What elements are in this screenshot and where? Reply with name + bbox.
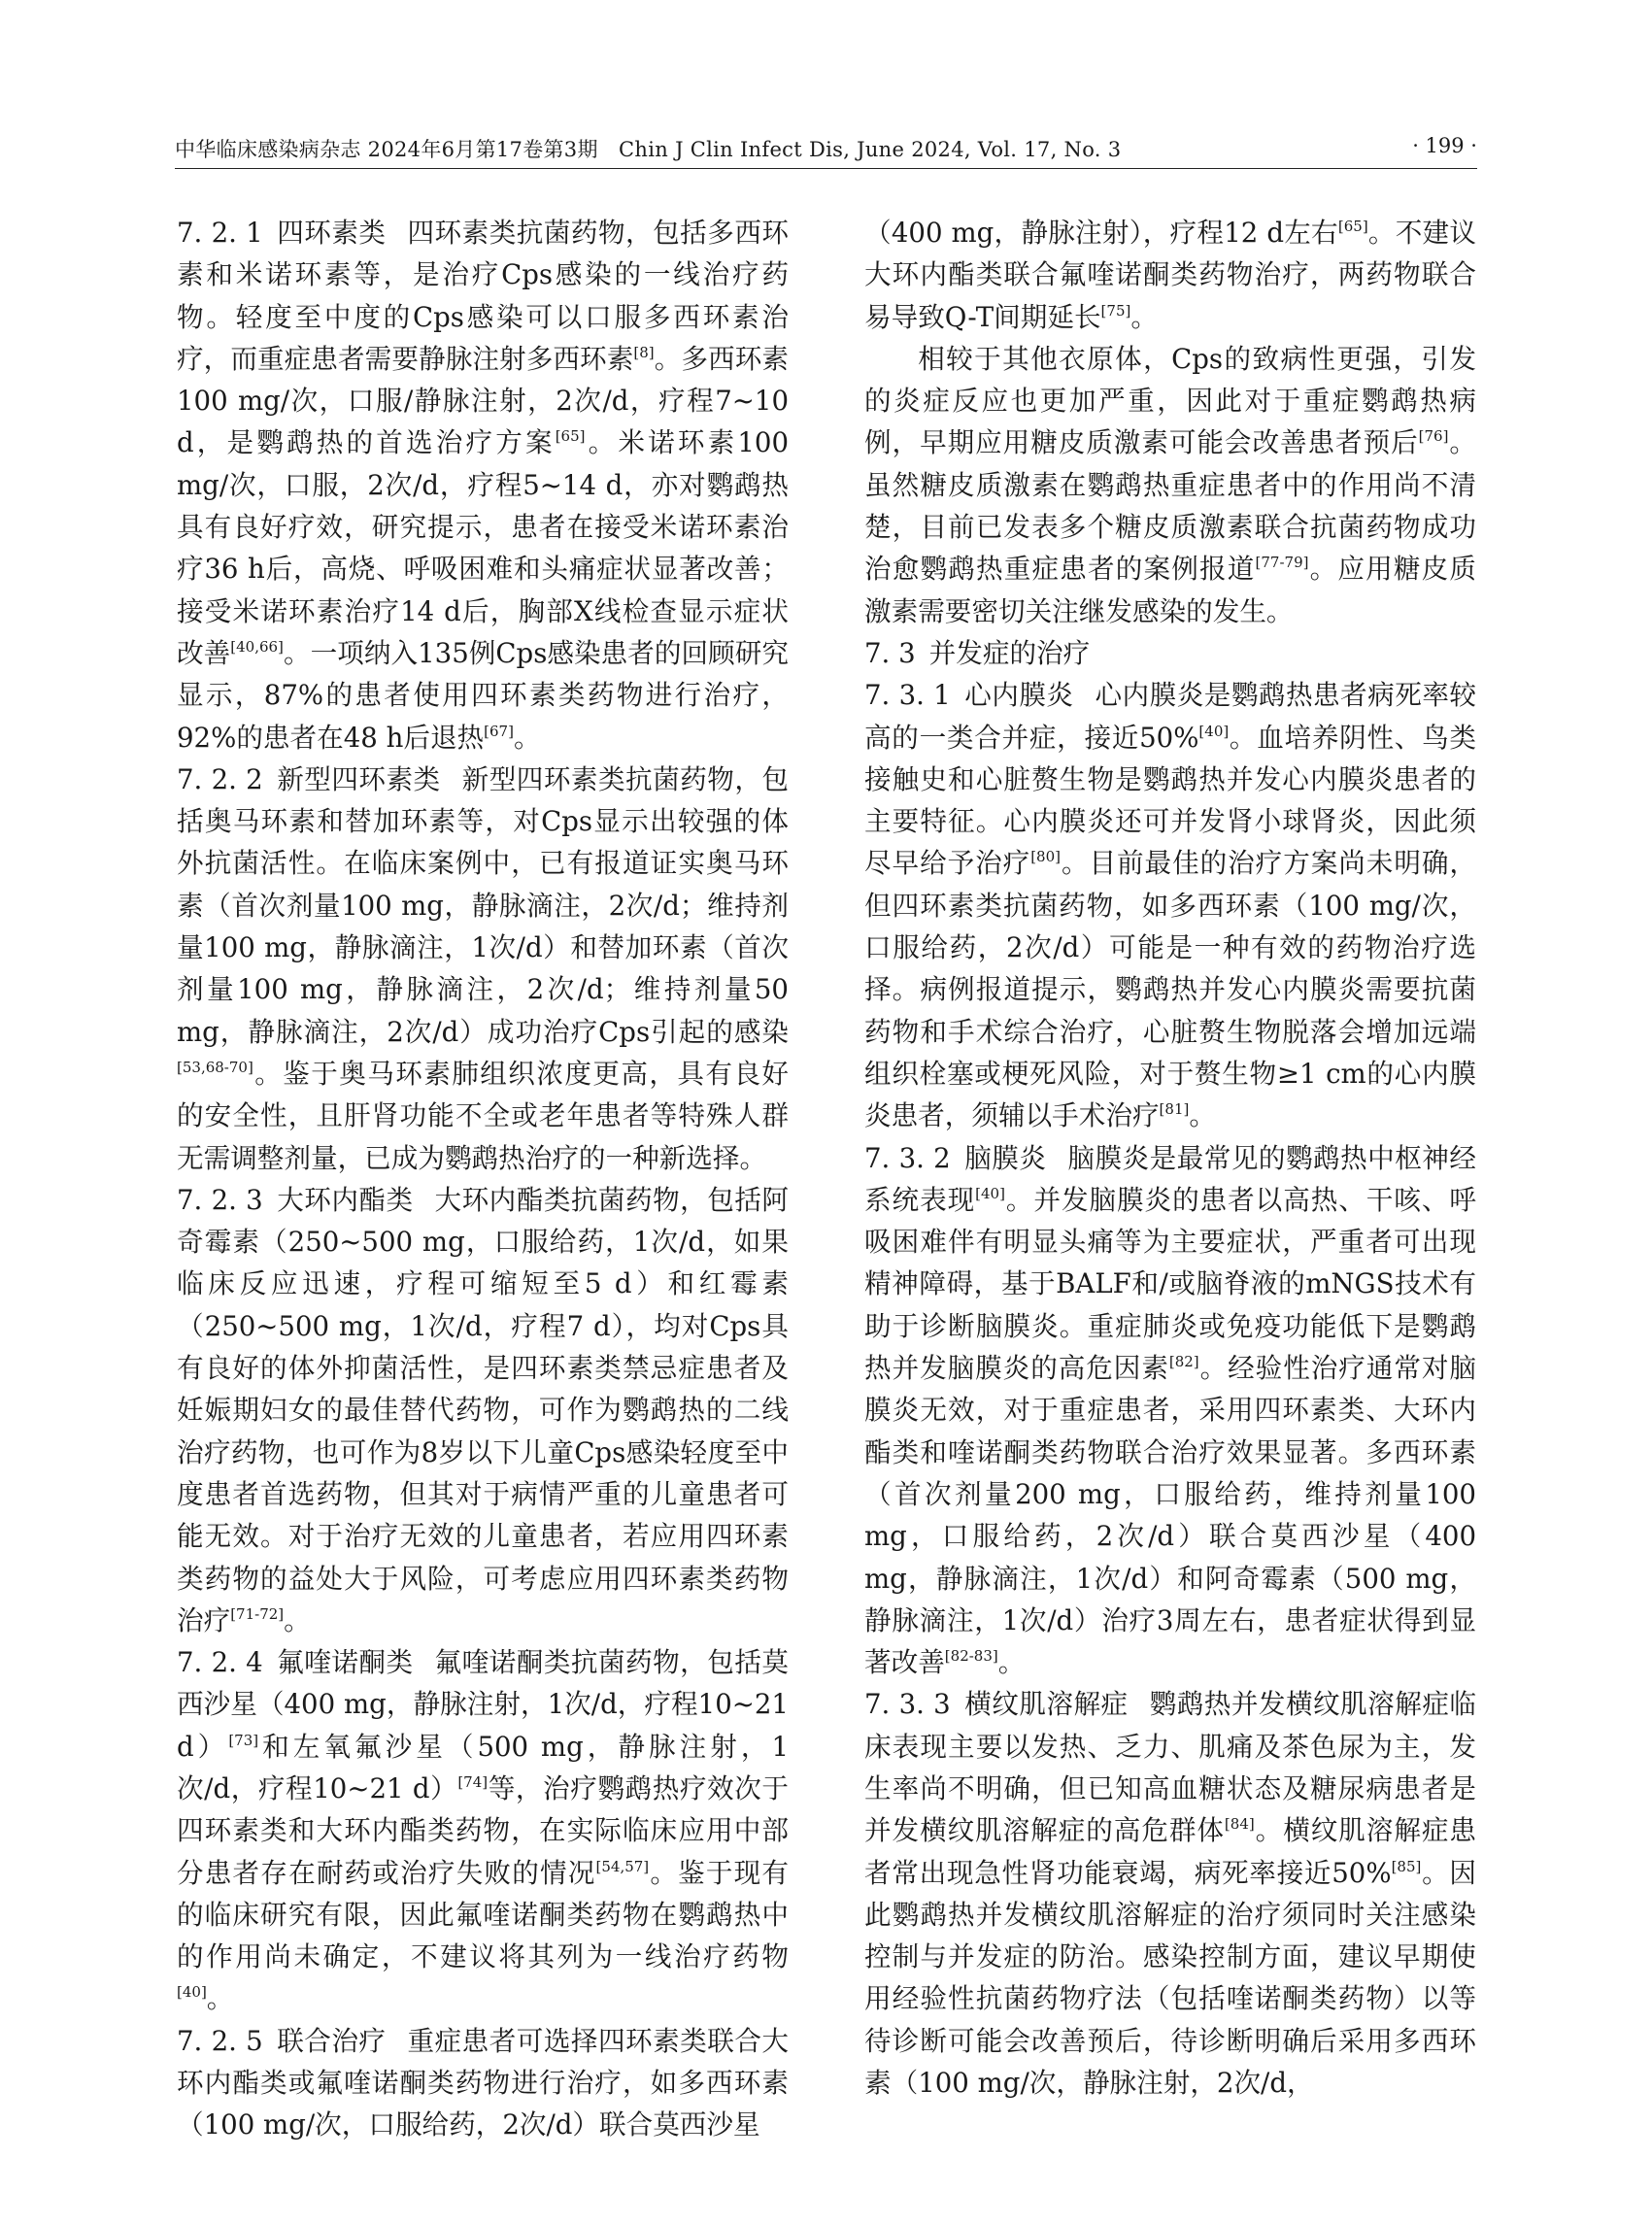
paragraph-text: 。 [513,721,541,754]
section-title: 并发症的治疗 [928,636,1091,669]
paragraph-text: 。 [1189,1099,1216,1132]
paragraph-text: 。不建议大环内酯类联合氟喹诺酮类药物治疗，两药物联合易导致Q-T间期延长 [864,217,1476,333]
citation-ref: [40] [1198,722,1230,740]
paragraph-text: 。米诺环素100 mg/次，口服，2次/d，疗程5~14 d，亦对鹦鹉热具有良好疗效，研究提示，患者在接受米诺环素治疗36 h后，高烧、呼吸困难和头痛症状显著改善；接受米诺环素治疗14 d后，胸部X线检查显示症状改善 [177,426,789,669]
section-number: 7. 3 [864,636,916,669]
paragraph-text: 。并发脑膜炎的患者以高热、干咳、呼吸困难伴有明显头痛等为主要症状，严重者可出现精神障碍，基于BALF和/或脑脊液的mNGS技术有助于诊断脑膜炎。重症肺炎或免疫功能低下是鹦鹉热并发脑膜炎的高危因素 [864,1183,1476,1385]
paragraph-text: 心内膜炎是鹦鹉热患者病死率较高的一类合并症，接近50% [864,679,1476,754]
section-number: 7. 2. 2 [177,762,263,795]
paragraph-text: 重症患者可选择四环素类联合大环内酯类或氟喹诺酮类药物进行治疗，如多西环素（100 mg/次，口服给药，2次/d）联合莫西沙星 [177,2024,789,2141]
paragraph-text: 脑膜炎是最常见的鹦鹉热中枢神经系统表现 [864,1141,1476,1216]
paragraph-text: 。 [206,1982,234,2015]
section-title: 联合治疗 [276,2024,387,2057]
paragraph-text: 相较于其他衣原体，Cps的致病性更强，引发的炎症反应也更加严重，因此对于重症鹦鹉热病例，早期应用糖皮质激素可能会改善患者预后 [864,342,1476,459]
paragraph-text: 大环内酯类抗菌药物，包括阿奇霉素（250~500 mg，口服给药，1次/d，如果临床反应迅速，疗程可缩短至5 d）和红霉素（250~500 mg，1次/d，疗程7 d），均对Cps具有良好的体外抑菌活性，是四环素类禁忌症患者及妊娠期妇女的最佳替代药物，可作为鹦鹉热的二线治疗药物，也可作为8岁以下儿童Cps感染轻度至中度患者首选药物，但其对于病情严重的儿童患者可能无效。对于治疗无效的儿童患者，若应用四环素类药物的益处大于风险，可考虑应用四环素类药物治疗 [177,1183,789,1636]
section-number: 7. 2. 1 [177,217,263,249]
citation-ref: [65] [555,427,586,446]
section-number: 7. 2. 5 [177,2024,263,2057]
section-paragraph [864,632,1476,674]
paragraph-text: 。多西环素100 mg/次，口服/静脉注射，2次/d，疗程7~10 d，是鹦鹉热的首选治疗方案 [177,342,789,459]
section-title: 大环内酯类 [276,1183,414,1216]
section-paragraph [864,1683,1476,2104]
section-paragraph [177,759,789,1179]
paragraph-text: 。血培养阴性、鸟类接触史和心脏赘生物是鹦鹉热并发心内膜炎患者的主要特征。心内膜炎还可并发肾小球肾炎，因此须尽早给予治疗 [864,721,1476,880]
section-paragraph [177,2020,789,2146]
paragraph-text: 。 [284,1603,311,1636]
paragraph-text: 氟喹诺酮类抗菌药物，包括莫西沙星（400 mg，静脉注射，1次/d，疗程10~21 d） [177,1646,789,1763]
section-title: 四环素类 [276,217,387,249]
paragraph-text: 。 [1130,300,1158,333]
citation-ref: [81] [1159,1100,1190,1119]
citation-ref: [85] [1391,1857,1422,1875]
left-column [177,212,789,2164]
section-number: 7. 3. 2 [864,1141,951,1174]
section-number: 7. 3. 1 [864,679,951,712]
citation-ref: [84] [1224,1815,1255,1834]
section-number: 7. 3. 3 [864,1688,951,1721]
paragraph-text: 和左氧氟沙星（500 mg，静脉注射，1次/d，疗程10~21 d） [177,1730,789,1804]
paragraph-text: 。鉴于现有的临床研究有限，因此氟喹诺酮类药物在鹦鹉热中的作用尚未确定，不建议将其列为一线治疗药物 [177,1856,789,1973]
paragraph-text: 。鉴于奥马环素肺组织浓度更高，具有良好的安全性，且肝肾功能不全或老年患者等特殊人群无需调整剂量，已成为鹦鹉热治疗的一种新选择。 [177,1057,789,1174]
paragraph-text: 四环素类抗菌药物，包括多西环素和米诺环素等，是治疗Cps感染的一线治疗药物。轻度至中度的Cps感染可以口服多西环素治疗，而重症患者需要静脉注射多西环素 [177,217,789,375]
section-title: 心内膜炎 [963,679,1074,712]
paragraph-text: 。因此鹦鹉热并发横纹肌溶解症的治疗须同时关注感染控制与并发症的防治。感染控制方面，建议早期使用经验性抗菌药物疗法（包括喹诺酮类药物）以等待诊断可能会改善预后，待诊断明确后采用多西环素（100 mg/次，静脉注射，2次/d， [864,1856,1476,2100]
right-column [864,212,1476,2164]
paragraph-text: 。经验性治疗通常对脑膜炎无效，对于重症患者，采用四环素类、大环内酯类和喹诺酮类药物联合治疗效果显著。多西环素（首次剂量200 mg，口服给药，维持剂量100 mg，口服给药，2次/d）联合莫西沙星（400 mg，静脉滴注，1次/d）和阿奇霉素（500 mg，静脉滴注，1次/d）治疗3周左右，患者症状得到显著改善 [864,1352,1476,1679]
paragraph-text: （400 mg，静脉注射），疗程12 d左右 [864,217,1338,249]
citation-ref: [65] [1337,218,1368,235]
body-paragraph [864,212,1476,338]
section-title: 脑膜炎 [963,1141,1047,1174]
citation-ref: [75] [1100,301,1131,320]
citation-ref: [67] [484,722,514,740]
citation-ref: [71-72] [230,1604,285,1623]
body-paragraph [864,338,1476,632]
citation-ref: [82] [1168,1353,1199,1371]
paragraph-text: 鹦鹉热并发横纹肌溶解症临床表现主要以发热、乏力、肌痛及茶色尿为主，发生率尚不明确，但已知高血糖状态及糖尿病患者是并发横纹肌溶解症的高危群体 [864,1688,1476,1847]
citation-ref: [40,66] [230,637,284,656]
section-number: 7. 2. 3 [177,1183,263,1216]
section-paragraph [864,674,1476,1136]
section-paragraph [177,1641,789,2020]
paragraph-text: 。横纹肌溶解症患者常出现急性肾功能衰竭，病死率接近50% [864,1814,1476,1889]
citation-ref: [40] [975,1184,1005,1202]
running-header [175,134,1477,169]
section-title: 氟喹诺酮类 [276,1646,414,1679]
citation-ref: [54,57] [595,1857,650,1875]
citation-ref: [74] [457,1772,489,1791]
paragraph-text: 。目前最佳的治疗方案尚未明确，但四环素类抗菌药物，如多西环素（100 mg/次，口服给药，2次/d）可能是一种有效的药物治疗选择。病例报道提示，鹦鹉热并发心内膜炎需要抗菌药物和手术综合治疗，心脏赘生物脱落会增加远端组织栓塞或梗死风险，对于赘生物≥1 cm的心内膜炎患者，须辅以手术治疗 [864,847,1476,1132]
paragraph-text: 新型四环素类抗菌药物，包括奥马环素和替加环素等，对Cps显示出较强的体外抗菌活性。在临床案例中，已有报道证实奥马环素（首次剂量100 mg，静脉滴注，2次/d；维持剂量100 mg，静脉滴注，1次/d）和替加环素（首次剂量100 mg，静脉滴注，2次/d；维持剂量50 mg，静脉滴注，2次/d）成功治疗Cps引起的感染 [177,762,789,1048]
paragraph-text: 。应用糖皮质激素需要密切关注继发感染的发生。 [864,553,1476,627]
paragraph-text: 。 [997,1646,1026,1679]
section-paragraph [177,212,789,759]
page-number: · 199 · [1412,134,1477,157]
citation-ref: [53,68-70] [177,1058,253,1076]
citation-ref: [40] [177,1983,207,2002]
section-number: 7. 2. 4 [177,1646,263,1679]
paragraph-text: 。一项纳入135例Cps感染患者的回顾研究显示，87%的患者使用四环素类药物进行治疗，92%的患者在48 h后退热 [177,636,789,754]
citation-ref: [8] [633,343,655,361]
citation-ref: [76] [1418,427,1449,446]
citation-ref: [73] [228,1731,259,1749]
section-paragraph [177,1179,789,1641]
citation-ref: [80] [1030,848,1061,866]
paragraph-text: 。虽然糖皮质激素在鹦鹉热重症患者中的作用尚不清楚，目前已发表多个糖皮质激素联合抗菌药物成功治愈鹦鹉热重症患者的案例报道 [864,426,1476,586]
section-title: 新型四环素类 [276,762,441,795]
paragraph-text: 等，治疗鹦鹉热疗效次于四环素类和大环内酯类药物，在实际临床应用中部分患者存在耐药或治疗失败的情况 [177,1771,789,1889]
section-title: 横纹肌溶解症 [963,1688,1129,1721]
section-paragraph [864,1137,1476,1684]
citation-ref: [77-79] [1255,554,1309,572]
journal-citation: 中华临床感染病杂志 2024年6月第17卷第3期 Chin J Clin Infect Dis, June 2024, Vol. 17, No. 3 [175,138,1122,161]
citation-ref: [82-83] [944,1647,998,1666]
